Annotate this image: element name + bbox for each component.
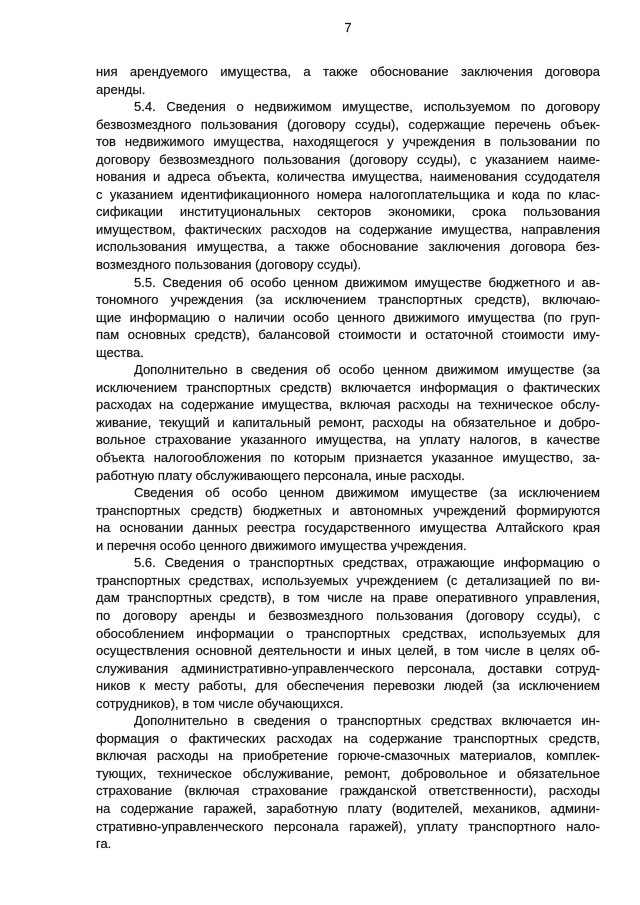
text-line: безвозмездного пользования (договору ссуды), содержащие перечень объек- xyxy=(96,116,600,132)
text-line: договору безвозмездного пользования (договору ссуды), с указанием наиме- xyxy=(96,151,600,167)
text-line: по договору аренды и безвозмездного пользования (договору ссуды), с xyxy=(96,607,600,623)
text-line: щества. xyxy=(96,344,144,360)
text-line: аренды. xyxy=(96,81,146,97)
text-line: расходах на содержание имущества, включая расходы на техническое обслу- xyxy=(96,397,600,413)
text-line: работную плату обслуживающего персонала, иные расходы. xyxy=(96,467,465,483)
text-line: пам основных средств), балансовой стоимости и остаточной стоимости иму- xyxy=(96,327,600,343)
text-line: на основании данных реестра государственного имущества Алтайского края xyxy=(96,520,600,536)
paragraph xyxy=(96,484,600,554)
text-line: транспортных средствах, используемых учреждением (с детализацией по ви- xyxy=(96,572,600,588)
document-body xyxy=(96,63,600,853)
text-line: га. xyxy=(96,836,112,852)
text-line: 5.5. Сведения об особо ценном движимом имуществе бюджетного и ав- xyxy=(134,274,600,290)
text-line: Дополнительно в сведения о транспортных средствах включается ин- xyxy=(134,713,600,729)
text-line: имуществом, фактических расходов на содержание имущества, направления xyxy=(96,221,600,237)
paragraph xyxy=(96,98,600,273)
text-line: включая расходы на приобретение горюче-смазочных материалов, комплек- xyxy=(96,748,600,764)
text-line: 5.4. Сведения о недвижимом имуществе, используемом по договору xyxy=(134,99,600,115)
text-line: транспортных средств) бюджетных и автономных учреждений формируются xyxy=(96,502,600,518)
text-line: формация о фактических расходах на содержание транспортных средств, xyxy=(96,730,600,746)
text-line: щие информацию о наличии особо ценного движимого имущества (по груп- xyxy=(96,309,600,325)
text-line: использования имущества, а также обоснование заключения договора без- xyxy=(96,239,600,255)
paragraph xyxy=(96,274,600,362)
text-line: 5.6. Сведения о транспортных средствах, отражающие информацию о xyxy=(134,555,600,571)
text-line: живание, текущий и капитальный ремонт, расходы на обязательное и добро- xyxy=(96,414,600,430)
text-line: тономного учреждения (за исключением транспортных средств), включаю- xyxy=(96,292,600,308)
text-line: тов недвижимого имущества, находящегося у учреждения в пользовании по xyxy=(96,134,600,150)
text-line: осуществления основной деятельности и иных целей, в том числе в целях об- xyxy=(96,643,600,659)
text-line: вольное страхование указанного имущества, на уплату налогов, в качестве xyxy=(96,432,600,448)
text-line: обособлением информации о транспортных средствах, используемых для xyxy=(96,625,600,641)
text-line: страхование (включая страхование гражданской ответственности), расходы xyxy=(96,783,600,799)
text-line: на содержание гаражей, заработную плату (водителей, механиков, админи- xyxy=(96,800,600,816)
text-line: Сведения об особо ценном движимом имуществе (за исключением xyxy=(134,485,600,501)
text-line: дам транспортных средств), в том числе на праве оперативного управления, xyxy=(96,590,600,606)
paragraph xyxy=(96,554,600,712)
text-line: служивания административно-управленческого персонала, доставки сотруд- xyxy=(96,660,600,676)
page-number: 7 xyxy=(344,20,352,35)
text-line: исключением транспортных средств) включается информация о фактических xyxy=(96,379,600,395)
text-line: тующих, техническое обслуживание, ремонт, добровольное и обязательное xyxy=(96,765,600,781)
paragraph xyxy=(96,361,600,484)
text-line: возмездного пользования (договору ссуды). xyxy=(96,257,362,273)
text-line: ния арендуемого имущества, а также обоснование заключения договора xyxy=(96,64,600,79)
paragraph xyxy=(96,712,600,852)
text-line: ников к месту работы, для обеспечения перевозки людей (за исключением xyxy=(96,678,600,694)
text-line: с указанием идентификационного номера налогоплательщика и кода по клас- xyxy=(96,186,600,202)
text-line: нования и адреса объекта, количества имущества, наименования ссудодателя xyxy=(96,169,600,185)
text-line: и перечня особо ценного движимого имущества учреждения. xyxy=(96,537,467,553)
text-line: сификации институциональных секторов экономики, срока пользования xyxy=(96,204,600,220)
text-line: Дополнительно в сведения об особо ценном движимом имуществе (за xyxy=(134,362,600,378)
text-line: стративно-управленческого персонала гаражей), уплату транспортного нало- xyxy=(96,818,600,834)
text-line: объекта налогообложения по которым признается указанное имущество, за- xyxy=(96,450,600,466)
text-line: сотрудников), в том числе обучающихся. xyxy=(96,695,344,711)
paragraph xyxy=(96,63,600,98)
